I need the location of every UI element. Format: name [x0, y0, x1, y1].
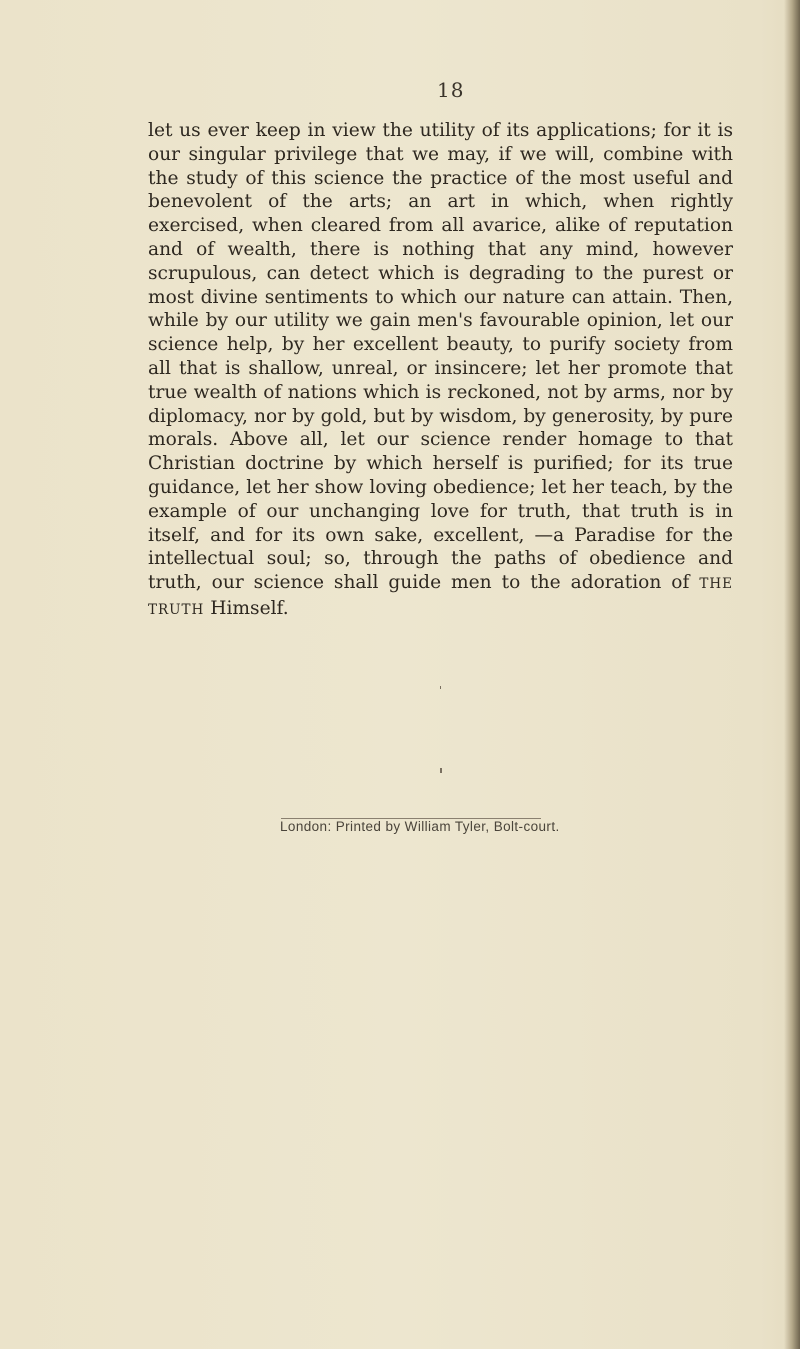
smallcaps-truth: TRUTH — [148, 601, 205, 618]
smallcaps-the: THE — [699, 576, 733, 593]
paragraph-text: let us ever keep in view the utility of its applications; for it is our singular privilege that we may, if we will, combine with the study of this science the practice of the most useful and benevolent of the arts; an art in which, when rightly exercised, when cleared from all avarice, alike of reputation and of wealth, there is nothing that any mind, however scrupulous, can detect which is degrading to the purest or most divine sentiments to which our nature can attain. Then, while by our utility we gain men's favourable opinion, let our science help, by her excellent beauty, to purify society from all that is shallow, unreal, or insincere; let her promote that true wealth of nations which is reckoned, not by arms, nor by diplomacy, nor by gold, but by wisdom, by generosity, by pure morals. Above all, let our science render homage to that Christian doctrine by which herself is purified; for its true guidance, let her show loving obedience; let her teach, by the example of our unchanging love for truth, that truth is in itself, and for its own sake, excellent, —a Paradise for the intellectual soul; so, through the paths of obedience and truth, our science shall guide men to the adoration of — [148, 120, 733, 594]
page-number: 18 — [437, 78, 465, 102]
page-edge-shadow — [784, 0, 800, 1349]
body-paragraph — [148, 119, 733, 623]
ink-speck-small — [440, 686, 441, 689]
paragraph-text-end: Himself. — [210, 597, 289, 619]
ink-speck — [440, 768, 442, 773]
printer-imprint: London: Printed by William Tyler, Bolt-court. — [280, 819, 560, 834]
